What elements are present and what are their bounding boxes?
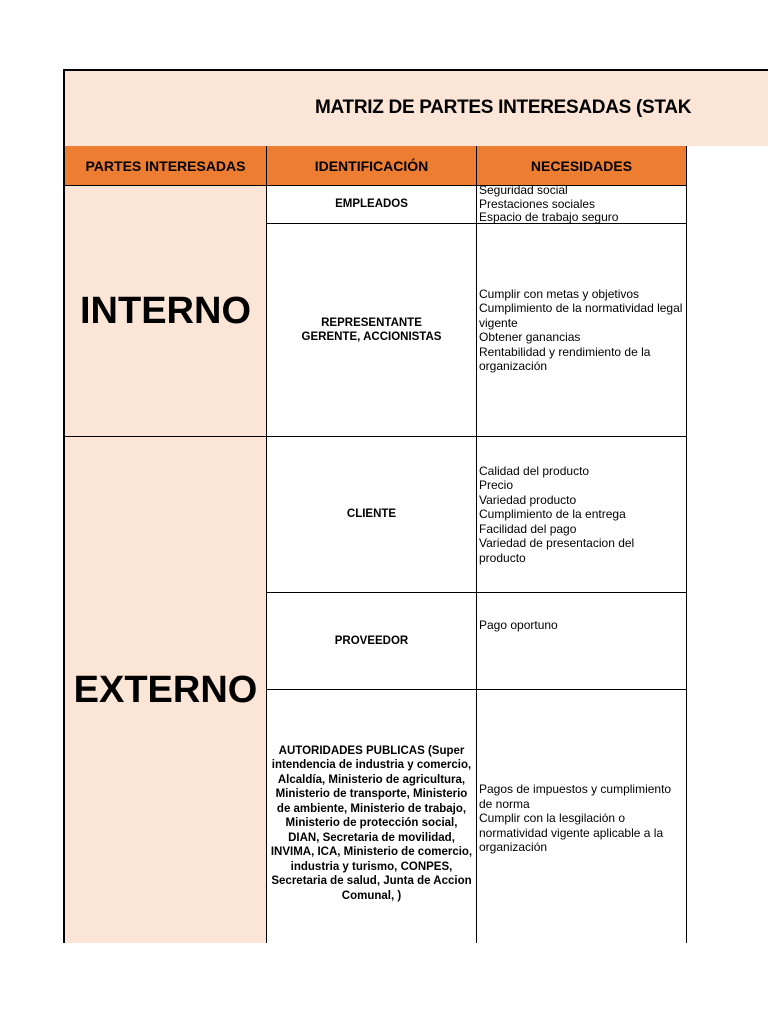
- table-row-empleados-necesidades: [477, 183, 687, 225]
- need-item: Variedad producto: [479, 492, 577, 507]
- need-item: Obtener ganancias: [479, 330, 581, 344]
- table-row-proveedor-necesidades: [477, 593, 687, 690]
- group-externo: EXTERNO: [63, 437, 267, 943]
- header-partes-interesadas: PARTES INTERESADAS: [63, 146, 267, 186]
- need-item: Espacio de trabajo seguro: [479, 210, 619, 225]
- group-interno: INTERNO: [63, 186, 267, 437]
- table-row-cliente-identificacion: CLIENTE: [267, 437, 477, 593]
- header-identificacion: IDENTIFICACIÓN: [267, 146, 477, 186]
- table-row-representante-identificacion: REPRESENTANTE GERENTE, ACCIONISTAS: [267, 224, 477, 437]
- need-item: Pagos de impuestos y cumplimiento de norma: [479, 782, 672, 811]
- need-item: Cumplir con metas y objetivos: [479, 286, 640, 301]
- table-row-cliente-necesidades: [477, 437, 687, 593]
- title-band: [63, 69, 768, 146]
- need-item: Prestaciones sociales: [479, 196, 596, 211]
- need-item: Facilidad del pago: [479, 521, 577, 536]
- need-item: Rentabilidad y rendimiento de la organización: [479, 344, 651, 373]
- need-item: Pago oportuno: [479, 618, 558, 632]
- table-row-autoridades-necesidades: [477, 690, 687, 943]
- table-row-proveedor-identificacion: PROVEEDOR: [267, 593, 477, 690]
- table-row-representante-necesidades: [477, 224, 687, 437]
- header-necesidades: NECESIDADES: [477, 146, 687, 186]
- need-item: Variedad de presentacion del producto: [479, 536, 635, 565]
- need-item: Cumplimiento de la entrega: [479, 507, 626, 522]
- table-row-empleados-identificacion: EMPLEADOS: [267, 186, 477, 224]
- need-item: Precio: [479, 478, 514, 493]
- need-item: Cumplir con la lesgilación o normatividad vigente aplicable a la organización: [479, 811, 664, 855]
- need-item: Cumplimiento de la normatividad legal vigente: [479, 301, 683, 330]
- table-row-autoridades-identificacion: AUTORIDADES PUBLICAS (Super intendencia de industria y comercio, Alcaldía, Ministerio de agricultura, Ministerio de transporte, Ministerio de ambiente, Ministerio de trabajo, Ministerio de protección social, DIAN, Secretaria de movilidad, INVIMA, ICA, Ministerio de comercio, industria y turismo, CONPES, Secretaria de salud, Junta de Accion Comunal, ): [267, 690, 477, 943]
- need-item: Calidad del producto: [479, 463, 590, 478]
- need-item: Seguridad social: [479, 183, 568, 198]
- page-title: MATRIZ DE PARTES INTERESADAS (STAK: [315, 97, 692, 118]
